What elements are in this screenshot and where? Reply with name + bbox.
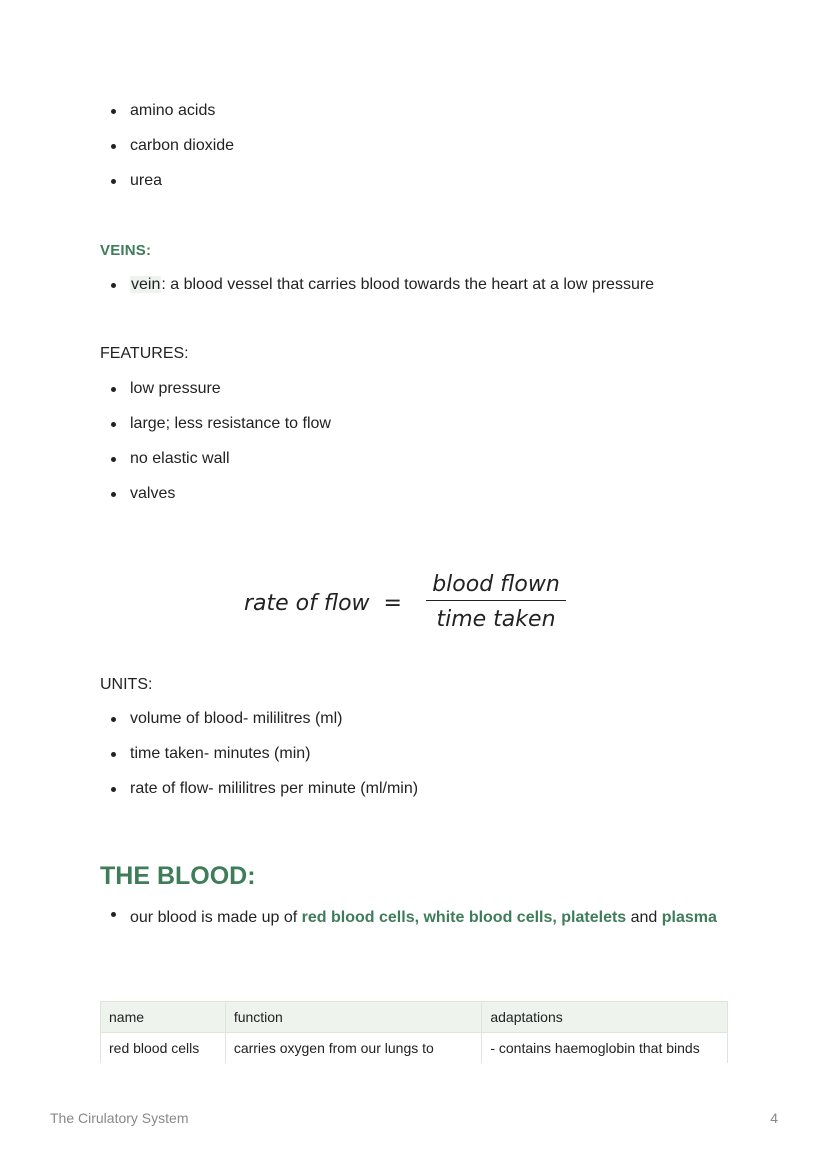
formula-denominator: time taken — [436, 607, 556, 632]
footer-page-number: 4 — [770, 1110, 778, 1126]
units-label: UNITS: — [100, 676, 153, 693]
rate-of-flow-formula — [230, 566, 590, 646]
list-item — [100, 276, 740, 294]
blood-heading: THE BLOOD: — [100, 862, 256, 890]
table-header-cell: function — [225, 1002, 482, 1033]
table-header-cell: adaptations — [482, 1002, 728, 1033]
features-list — [100, 380, 740, 503]
fraction-bar — [426, 600, 566, 601]
list-item: amino acids — [100, 102, 740, 120]
blood-cells-table — [100, 1001, 728, 1063]
list-item: rate of flow- mililitres per minute (ml/min) — [100, 780, 740, 798]
vein-definition: : a blood vessel that carries blood towards the heart at a low pressure — [161, 276, 655, 293]
veins-heading: VEINS: — [100, 242, 152, 259]
blood-intro-conjunction: and — [626, 909, 662, 926]
list-item: low pressure — [100, 380, 740, 398]
table-cell: - contains haemoglobin that binds — [482, 1033, 728, 1064]
blood-intro-list — [100, 905, 740, 930]
veins-definition-list — [100, 276, 740, 294]
table-row — [101, 1033, 728, 1064]
formula-numerator: blood flown — [432, 572, 560, 597]
list-item: carbon dioxide — [100, 137, 740, 155]
features-label: FEATURES: — [100, 345, 189, 362]
list-item: valves — [100, 485, 740, 503]
footer-document-title: The Cirulatory System — [50, 1110, 189, 1126]
list-item: urea — [100, 172, 740, 190]
table-cell: red blood cells — [101, 1033, 226, 1064]
list-item: time taken- minutes (min) — [100, 745, 740, 763]
list-item: no elastic wall — [100, 450, 740, 468]
table-header-cell: name — [101, 1002, 226, 1033]
list-item — [100, 905, 740, 930]
formula-equals: = — [383, 591, 402, 616]
formula-fraction — [426, 570, 566, 635]
vein-term: vein — [131, 276, 161, 293]
blood-components-highlight: red blood cells, white blood cells, platelets — [301, 909, 627, 926]
table-cell: carries oxygen from our lungs to — [225, 1033, 482, 1064]
nutrient-list — [100, 102, 740, 190]
formula-lhs: rate of flow = — [244, 591, 402, 616]
table-header-row — [101, 1002, 728, 1033]
blood-intro-text: our blood is made up of — [130, 909, 302, 926]
plasma-highlight: plasma — [661, 909, 717, 926]
list-item: large; less resistance to flow — [100, 415, 740, 433]
list-item: volume of blood- mililitres (ml) — [100, 710, 740, 728]
units-list — [100, 710, 740, 798]
